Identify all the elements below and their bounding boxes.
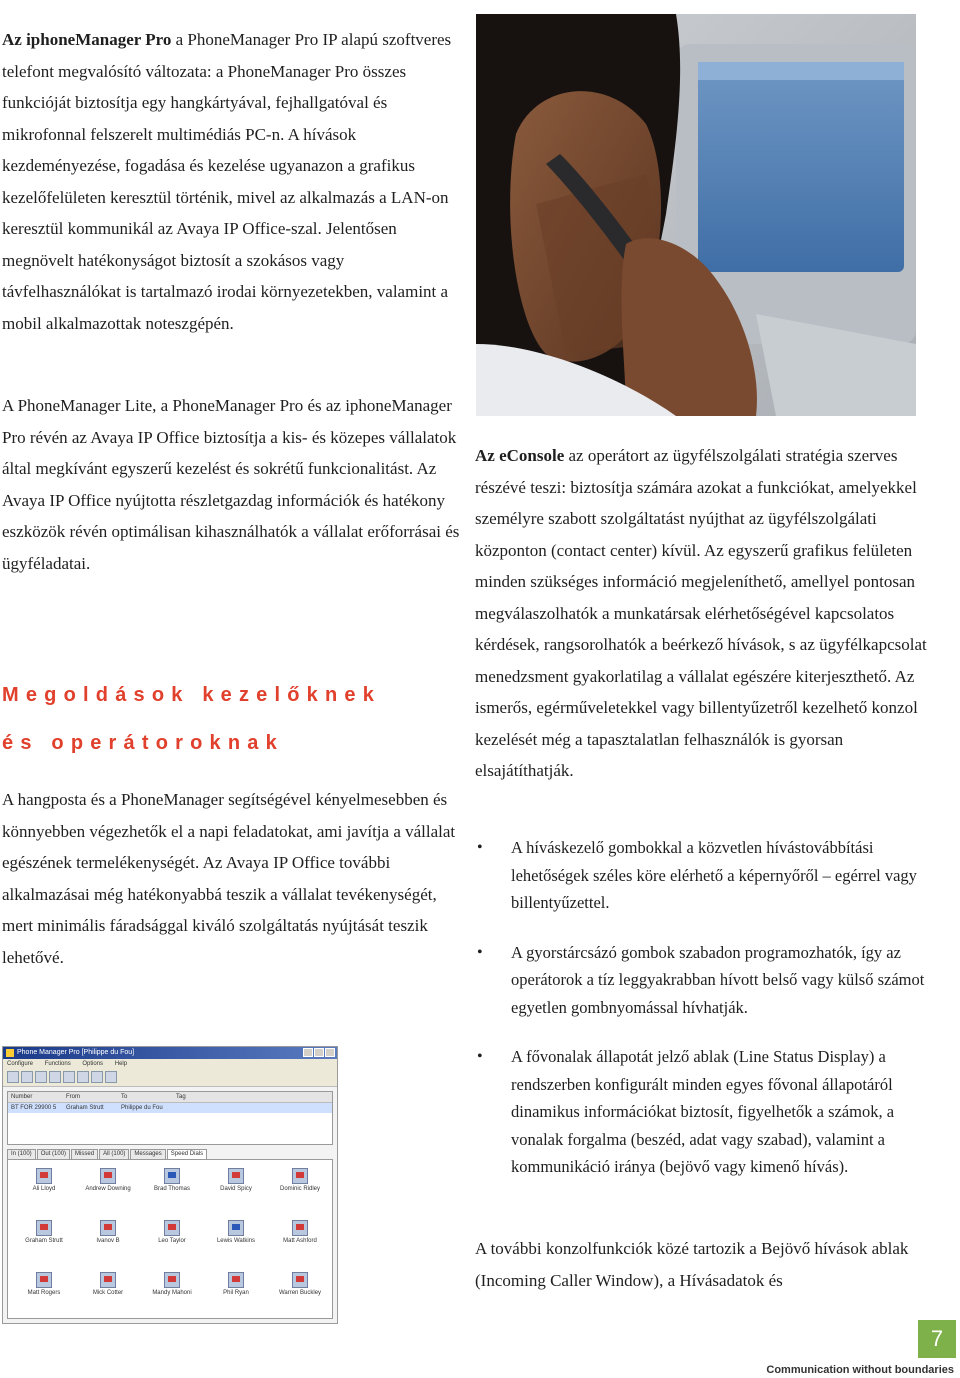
speed-dial-button[interactable]	[140, 1272, 204, 1296]
speed-dial-label: Brad Thomas	[154, 1186, 190, 1192]
call-list-header	[8, 1092, 332, 1103]
phone-icon	[164, 1168, 180, 1184]
column-number[interactable]: Number	[11, 1094, 33, 1100]
tab-speed-dials[interactable]: Speed Dials	[167, 1149, 207, 1159]
phone-icon	[100, 1272, 116, 1288]
paragraph-lead-bold: Az eConsole	[475, 446, 565, 465]
bullet-item	[475, 834, 945, 917]
phone-icon	[36, 1220, 52, 1236]
paragraph-lead-bold: Az iphoneManager Pro	[2, 30, 172, 49]
menu-functions[interactable]: Functions	[44, 1061, 71, 1067]
speed-dial-label: Lewis Watkins	[216, 1238, 256, 1244]
menu-bar	[3, 1059, 337, 1069]
cell-to: Philippe du Fou	[121, 1105, 163, 1111]
menu-configure[interactable]: Configure	[7, 1061, 34, 1067]
speed-dial-label: Andrew Downing	[85, 1186, 131, 1192]
speed-dial-button[interactable]	[76, 1220, 140, 1244]
dial-icon[interactable]	[7, 1071, 19, 1083]
speed-dial-label: Warren Buckley	[278, 1290, 322, 1296]
bullet-icon: •	[477, 943, 483, 961]
speed-dial-label: Leo Taylor	[158, 1238, 186, 1244]
speed-dial-button[interactable]	[76, 1272, 140, 1296]
phone-icon	[292, 1220, 308, 1236]
window-controls	[302, 1048, 335, 1062]
speed-dial-button[interactable]	[12, 1272, 76, 1296]
paragraph-phonemanager: A PhoneManager Lite, a PhoneManager Pro és az iphoneManager Pro révén az Avaya IP Office biztosítja a kis- és közepes vállalatok által megkívánt egyszerű kezelést és sokrétű funkcionalitást. Az Avaya IP Office nyújtotta részletgazdag információk és hatékony eszközök révén optimálisan kihasználhatók a vállalat erőforrásai és ügyféladatai.	[2, 396, 460, 573]
phone-icon	[100, 1168, 116, 1184]
hangup-icon[interactable]	[35, 1071, 47, 1083]
speed-dial-button[interactable]	[204, 1220, 268, 1244]
tab-messages[interactable]: Messages	[130, 1149, 165, 1159]
column-to[interactable]: To	[121, 1094, 128, 1100]
speed-dial-label: Ivanov B	[96, 1238, 120, 1244]
speed-dial-button[interactable]	[268, 1168, 332, 1192]
speed-dial-button[interactable]	[268, 1220, 332, 1244]
speed-dial-label: Mick Cotter	[92, 1290, 124, 1296]
paragraph-body: az operátort az ügyfélszolgálati stratégia szerves részévé teszi: biztosítja számára azokat a funkciókat, amelyekkel személyre szabott szolgáltatást nyújthat az ügyfélszolgálati központon (contact center) kívül. Az egyszerű grafikus felületen minden szükséges információ megjeleníthető, amellyel pontosan megválaszolhatók a munkatársak elérhetőségével kapcsolatos kérdések, rangsorolhatók a beérkező hívások, s az ügyfélkapcsolat menedzsment gyakorlatilag a vállalat egészére kiterjeszthető. Az ismerős, egérműveletekkel vagy billentyűzetről kezelhető konzol kezelését még a tapasztalatlan felhasználók is gyorsan elsajátíthatják.	[475, 446, 927, 780]
paragraph-body: a PhoneManager Pro IP alapú szoftveres telefont megvalósító változata: a PhoneManager Pro összes funkcióját biztosítja egy hangkártyával, fejhallgatóval és mikrofonnal felszerelt multimédiás PC-n. A hívások kezdeményezése, fogadása és kezelése ugyanazon a grafikus kezelőfelületen keresztül történik, mivel az alkalmazás a LAN-on keresztül kommunikál az Avaya IP Office-szal. Jelentősen megnövelt hatékonyságot biztosít a szokásos vagy távfelhasználókat is tartalmazó irodai környezetekben, valamint a mobil alkalmazottak noteszgépén.	[2, 30, 452, 333]
tab-missed[interactable]: Missed	[71, 1149, 98, 1159]
menu-help[interactable]: Help	[114, 1061, 128, 1067]
column-tag[interactable]: Tag	[176, 1094, 186, 1100]
tab-all[interactable]: All (100)	[99, 1149, 129, 1159]
paragraph-econsole	[475, 440, 945, 787]
bullet-text: A híváskezelő gombokkal a közvetlen hívástovábbítási lehetőségek széles köre elérhető a képernyőről – egérrel vagy billentyűzettel.	[511, 838, 917, 912]
speed-dial-label: Phil Ryan	[223, 1290, 249, 1296]
window-title: Phone Manager Pro [Philippe du Fou]	[17, 1049, 135, 1056]
minimize-icon[interactable]	[303, 1048, 313, 1057]
bullet-icon: •	[477, 1048, 483, 1065]
tab-in[interactable]: In (100)	[7, 1149, 36, 1159]
speed-dial-label: David Spicy	[220, 1186, 252, 1192]
speed-dial-button[interactable]	[12, 1168, 76, 1192]
speed-dial-button[interactable]	[12, 1220, 76, 1244]
call-list	[7, 1091, 333, 1145]
cell-from: Graham Strutt	[66, 1105, 104, 1111]
paragraph-voicemail: A hangposta és a PhoneManager segítségével kényelmesebben és könnyebben végezhetők el a napi feladatokat, ami javítja a vállalat egészének termelékenységét. Az Avaya IP Office további alkalmazásai még hatékonyabbá teszik a vállalat tevékenységét, mert minimális fáradsággal kiváló szolgáltatás nyújtását teszik lehetővé.	[2, 790, 456, 967]
app-icon	[6, 1049, 14, 1057]
phone-icon	[292, 1272, 308, 1288]
phone-icon	[100, 1220, 116, 1236]
phone-icon	[228, 1220, 244, 1236]
footer-tagline: Communication without boundaries	[766, 1364, 954, 1376]
phone-icon	[228, 1272, 244, 1288]
section-heading-line2: és operátoroknak	[2, 732, 284, 754]
phone-icon	[164, 1220, 180, 1236]
bullet-icon: •	[477, 839, 483, 856]
phone-icon	[36, 1168, 52, 1184]
toolbar	[3, 1069, 337, 1087]
bullet-item	[475, 939, 945, 1022]
help-icon[interactable]	[105, 1071, 117, 1083]
cell-tag	[173, 1103, 228, 1113]
bullet-item	[475, 1043, 945, 1181]
page-number: 7	[918, 1320, 956, 1358]
phone-icon	[164, 1272, 180, 1288]
settings-icon[interactable]	[91, 1071, 103, 1083]
phone-icon	[228, 1168, 244, 1184]
maximize-icon[interactable]	[314, 1048, 324, 1057]
speed-dial-button[interactable]	[76, 1168, 140, 1192]
answer-icon[interactable]	[21, 1071, 33, 1083]
feature-bullet-list	[475, 834, 945, 1203]
speed-dial-button[interactable]	[204, 1168, 268, 1192]
speed-dial-label: Matt Ashford	[283, 1238, 317, 1244]
conference-icon[interactable]	[77, 1071, 89, 1083]
menu-options[interactable]: Options	[82, 1061, 104, 1067]
speed-dial-button[interactable]	[140, 1168, 204, 1192]
transfer-icon[interactable]	[63, 1071, 75, 1083]
table-row[interactable]	[8, 1103, 332, 1113]
column-from[interactable]: From	[66, 1094, 80, 1100]
woman-on-phone-photo	[476, 14, 916, 416]
section-heading-line1: Megoldások kezelőknek	[2, 684, 382, 706]
speed-dial-label: Dominic Ridley	[279, 1186, 320, 1192]
speed-dial-label: Graham Strutt	[25, 1238, 63, 1244]
window-title-bar	[3, 1047, 337, 1059]
paragraph-console-functions: A további konzolfunkciók közé tartozik a Bejövő hívások ablak (Incoming Caller Window), a Hívásadatok és	[475, 1239, 909, 1290]
phone-icon	[36, 1272, 52, 1288]
paragraph-iphonemanager	[2, 24, 460, 339]
speed-dial-button[interactable]	[268, 1272, 332, 1296]
speed-dial-label: Matt Rogers	[27, 1290, 61, 1296]
phone-icon	[292, 1168, 308, 1184]
hold-icon[interactable]	[49, 1071, 61, 1083]
speed-dial-label: Ali Lloyd	[32, 1186, 56, 1192]
bullet-text: A fővonalak állapotát jelző ablak (Line Status Display) a rendszerben konfigurált minden egyes fővonal állapotáról dinamikus információkat biztosít, figyelhetők a számok, a vonalak forgalma (beszéd, adat vagy szabad), valamint a kommunikáció iránya (bejövő vagy kimenő hívás).	[511, 1047, 895, 1176]
speed-dial-grid	[7, 1159, 333, 1319]
speed-dial-button[interactable]	[204, 1272, 268, 1296]
phonemanager-screenshot	[2, 1046, 338, 1324]
tab-bar	[7, 1149, 333, 1159]
cell-number: BT FOR 29900 5	[11, 1105, 57, 1111]
speed-dial-button[interactable]	[140, 1220, 204, 1244]
bullet-text: A gyorstárcsázó gombok szabadon programozhatók, így az operátorok a tíz leggyakrabban hívott belső vagy külső számot egyetlen gombnyomással hívhatják.	[511, 942, 925, 1017]
tab-out[interactable]: Out (100)	[37, 1149, 70, 1159]
speed-dial-label: Mandy Mahoni	[152, 1290, 192, 1296]
close-icon[interactable]	[325, 1048, 335, 1057]
